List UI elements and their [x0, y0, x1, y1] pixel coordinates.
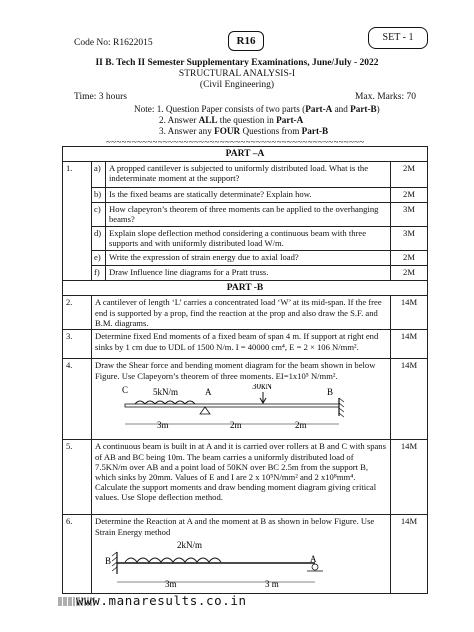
separator-line: ~~~~~~~~~~~~~~~~~~~~~~~~~~~~~~~~~~~~~~~~~~~~~~~~~~ — [106, 137, 365, 147]
question-row-1c — [63, 203, 428, 227]
marks: 3M — [391, 203, 428, 227]
marks: 2M — [391, 162, 428, 188]
website-footer[interactable]: www.manaresults.co.in — [76, 593, 247, 608]
marks: 3M — [391, 227, 428, 251]
question-table — [62, 146, 428, 594]
set-badge: SET - 1 — [368, 27, 428, 49]
hatching-icon — [339, 398, 344, 417]
beam-figure-q4 — [95, 384, 385, 432]
question-number-1: 1. — [63, 162, 92, 281]
fig-label-a6: A — [310, 553, 317, 564]
question-row-3 — [63, 330, 428, 359]
sub-label: a) — [92, 162, 106, 188]
hatching-icon — [112, 552, 117, 571]
marks: 14M — [391, 330, 428, 359]
question-text: Write the expression of strain energy due to axial load? — [106, 251, 391, 266]
question-row-1d — [63, 227, 428, 251]
marks: 14M — [391, 515, 428, 593]
marks: 2M — [391, 188, 428, 203]
question-row-4 — [63, 359, 428, 440]
fig-dim-1: 3m — [157, 419, 169, 430]
udl-wave — [125, 558, 221, 562]
max-marks: Max. Marks: 70 — [355, 92, 416, 102]
question-text: A cantilever of length ‘L’ carries a concentrated load ‘W’ at its mid-span. If the free end is supported by a prop, find the reaction at the prop and also draw the S.F. and B.M. diagrams. — [92, 296, 391, 330]
question-6-cell — [92, 515, 391, 593]
question-row-2 — [63, 296, 428, 330]
sub-label: d) — [92, 227, 106, 251]
question-code: Code No: R1622015 — [74, 38, 153, 48]
question-text: A propped cantilever is subjected to uniformly distributed load. What is the indeterminate moment at the support? — [106, 162, 391, 188]
exam-title: II B. Tech II Semester Supplementary Examinations, June/July - 2022 — [95, 58, 379, 68]
exam-time: Time: 3 hours — [74, 92, 127, 102]
sub-label: c) — [92, 203, 106, 227]
question-text: Explain slope deflection method considering a continuous beam with three supports and with uniformly distributed load W/m. — [106, 227, 391, 251]
fig-dim-1: 3m — [165, 578, 177, 589]
question-text: How clapeyron’s theorem of three moments can be applied to the overhanging beams? — [106, 203, 391, 227]
question-row-1b — [63, 188, 428, 203]
roller-support-icon — [312, 564, 318, 570]
fig-label-b: B — [327, 386, 334, 397]
fig-label-load: 2kN/m — [177, 539, 203, 550]
question-number: 4. — [63, 359, 92, 440]
question-text: Determine fixed End moments of a fixed beam of span 4 m. If support at right end sinks by 1 cm due to UDL of 1500 N/m. I = 40000 cm⁴, E = 2 × 106 N/mm². — [92, 330, 391, 359]
question-text: Draw the Shear force and bending moment diagram for the beam shown in below Figure. Use Clapeyorn’s theorem of three moments. EI=1x10⁵ N/mm². — [95, 360, 376, 381]
marks: 14M — [391, 296, 428, 330]
fig-dim-2: 2m — [230, 419, 242, 430]
branch-title: (Civil Engineering) — [199, 80, 275, 90]
question-text: Is the fixed beams are statically determinate? Explain how. — [106, 188, 391, 203]
fig-label-udl: 5kN/m — [153, 386, 179, 397]
question-row-5 — [63, 440, 428, 515]
sub-label: f) — [92, 266, 106, 281]
part-b-heading: PART -B — [63, 281, 428, 296]
marks: 2M — [391, 251, 428, 266]
regulation-badge: R16 — [228, 31, 264, 51]
beam-figure-q6 — [95, 540, 385, 592]
part-a-heading: PART –A — [63, 147, 428, 162]
question-number: 6. — [63, 515, 92, 593]
sub-label: b) — [92, 188, 106, 203]
note-2: 2. Answer ALL the question in Part-A — [159, 115, 304, 126]
question-row-1a — [63, 162, 428, 188]
question-number: 5. — [63, 440, 92, 515]
question-number: 2. — [63, 296, 92, 330]
question-row-1f — [63, 266, 428, 281]
instructions — [134, 104, 380, 138]
fig-label-c: C — [122, 384, 129, 395]
fig-label-a: A — [205, 386, 212, 397]
question-4-cell — [92, 359, 391, 440]
question-number: 3. — [63, 330, 92, 359]
question-text: A continuous beam is built in at A and it is carried over rollers at B and C with spans of AB and BC being 10m. The beam carries a uniformly distributed load of 7.5KN/m over AB and a point load of 50KN over BC 2.5m from the support B, which sinks by 20mm. Values of E and I are 2 x 10⁵N/mm² and 2 x10⁸mm⁴. Calculate the support moments and draw bending moment diagram giving critical values. Use Slope deflection method. — [92, 440, 391, 515]
udl-wave — [135, 401, 195, 404]
marks: 2M — [391, 266, 428, 281]
note-1: Note: 1. Question Paper consists of two parts (Part-A and Part-B) — [134, 104, 380, 114]
support-a-icon — [200, 407, 210, 414]
subject-title: STRUCTURAL ANALYSIS-I — [178, 69, 296, 79]
question-row-6 — [63, 515, 428, 593]
fig-dim-3: 2m — [295, 419, 307, 430]
fig-label-b6: B — [105, 555, 112, 566]
marks: 14M — [391, 359, 428, 440]
question-text: Draw Influence line diagrams for a Pratt truss. — [106, 266, 391, 281]
note-3: 3. Answer any FOUR Questions from Part-B — [159, 126, 329, 137]
fig-dim-2: 3 m — [265, 578, 279, 589]
question-text: Determine the Reaction at A and the moment at B as shown in below Figure. Use Strain Energy method — [95, 516, 375, 537]
marks: 14M — [391, 440, 428, 515]
question-row-1e — [63, 251, 428, 266]
beam — [125, 404, 339, 407]
sub-label: e) — [92, 251, 106, 266]
fig-label-point-load: 30kN — [252, 383, 272, 391]
